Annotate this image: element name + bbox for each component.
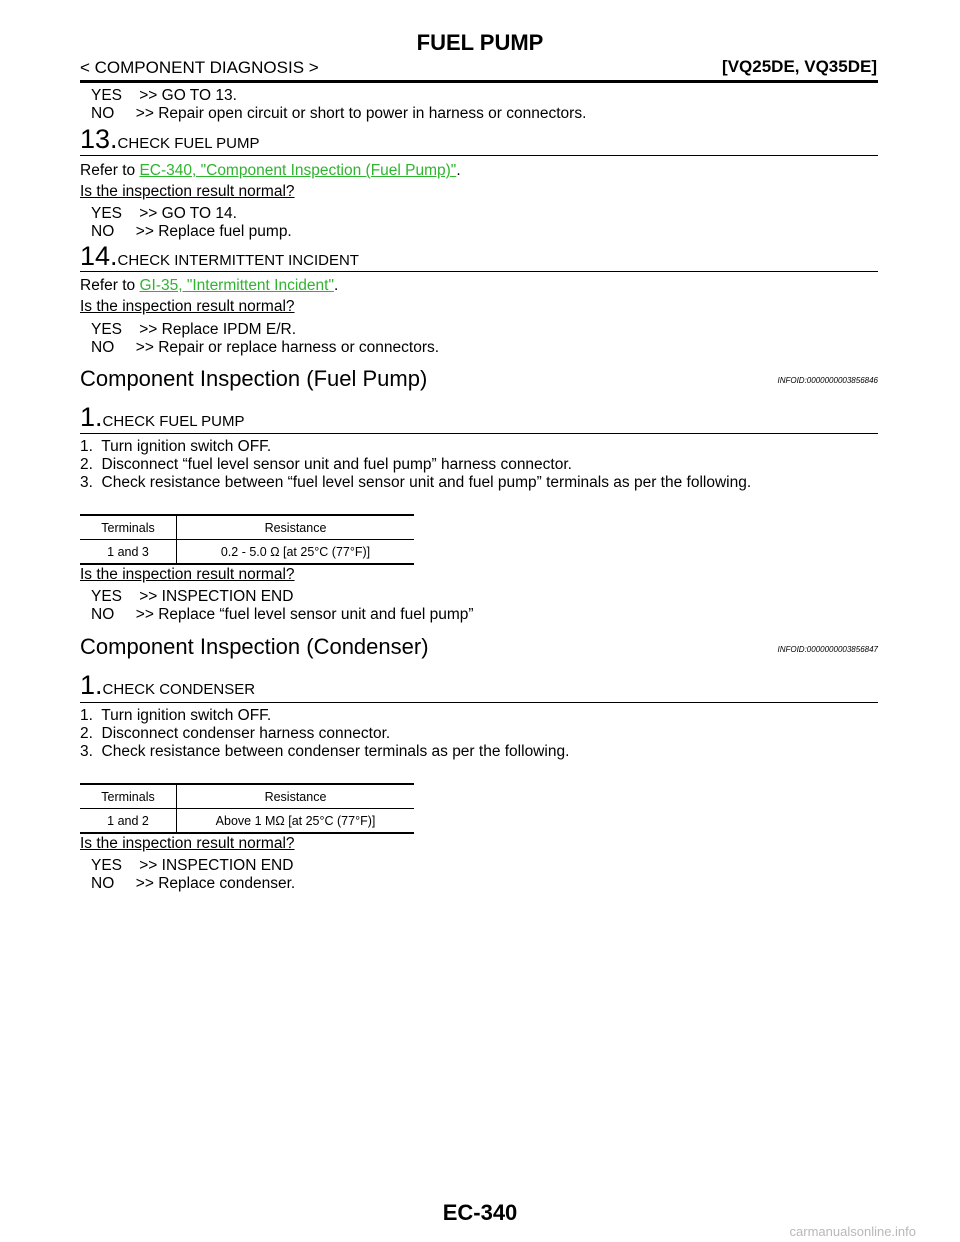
- fuel-pump-step-heading: [80, 402, 245, 433]
- table-header-terminals: Terminals: [80, 515, 177, 540]
- table-cell-resistance: 0.2 - 5.0 Ω [at 25°C (77°F)]: [177, 540, 415, 565]
- condenser-yes: YES >> INSPECTION END: [91, 857, 294, 874]
- table-header-resistance: Resistance: [177, 515, 415, 540]
- step13-no: NO >> Replace fuel pump.: [91, 223, 292, 240]
- condenser-question: Is the inspection result normal?: [80, 835, 295, 852]
- table-header-terminals: Terminals: [80, 784, 177, 809]
- step14-divider: [80, 271, 878, 272]
- link-intermittent-incident[interactable]: GI-35, "Intermittent Incident": [139, 277, 334, 294]
- step13-refer: [80, 162, 461, 180]
- fuel-pump-step-number: 1.: [80, 402, 103, 432]
- step13-question: Is the inspection result normal?: [80, 183, 295, 200]
- condenser-instruction-1: 1. Turn ignition switch OFF.: [80, 707, 272, 724]
- page-title: FUEL PUMP: [416, 30, 544, 55]
- fuel-pump-instruction-1: 1. Turn ignition switch OFF.: [80, 438, 272, 455]
- fuel-pump-divider: [80, 433, 878, 434]
- condenser-resistance-table: [80, 783, 414, 834]
- fuel-pump-question: Is the inspection result normal?: [80, 566, 295, 583]
- table-cell-resistance: Above 1 MΩ [at 25°C (77°F)]: [177, 809, 415, 834]
- engine-model-label: [VQ25DE, VQ35DE]: [722, 57, 877, 76]
- condenser-step-title: CHECK CONDENSER: [102, 681, 256, 698]
- condenser-step-number: 1.: [80, 670, 103, 700]
- step14-refer: [80, 277, 338, 295]
- step13-heading: [80, 124, 260, 155]
- refer-prefix: Refer to: [80, 162, 140, 179]
- fuel-pump-step-title: CHECK FUEL PUMP: [102, 413, 245, 430]
- link-component-inspection-fuel-pump[interactable]: EC-340, "Component Inspection (Fuel Pump)": [139, 162, 457, 179]
- step14-question: Is the inspection result normal?: [80, 298, 295, 315]
- step14-title: CHECK INTERMITTENT INCIDENT: [117, 252, 359, 269]
- section-label: < COMPONENT DIAGNOSIS >: [80, 58, 319, 77]
- condenser-step-heading: [80, 670, 255, 701]
- refer-prefix: Refer to: [80, 277, 140, 294]
- condenser-divider: [80, 702, 878, 703]
- fuel-pump-no: NO >> Replace “fuel level sensor unit and fuel pump”: [91, 606, 474, 623]
- step13-divider: [80, 155, 878, 156]
- step12-yes: YES >> GO TO 13.: [91, 87, 237, 104]
- table-row: [80, 540, 414, 565]
- fuel-pump-instruction-3: 3. Check resistance between “fuel level sensor unit and fuel pump” terminals as per the following.: [80, 474, 752, 491]
- fuel-pump-resistance-table: [80, 514, 414, 565]
- fuel-pump-instruction-2: 2. Disconnect “fuel level sensor unit and fuel pump” harness connector.: [80, 456, 572, 473]
- table-header-row: [80, 515, 414, 540]
- refer-suffix: .: [456, 162, 461, 179]
- infoid-fuel-pump: INFOID:0000000003856846: [777, 376, 878, 385]
- step13-yes: YES >> GO TO 14.: [91, 205, 237, 222]
- step14-yes: YES >> Replace IPDM E/R.: [91, 321, 297, 338]
- header-divider: [80, 80, 878, 83]
- page-number: EC-340: [442, 1200, 518, 1225]
- step14-no: NO >> Repair or replace harness or connectors.: [91, 339, 440, 356]
- infoid-condenser: INFOID:0000000003856847: [777, 645, 878, 654]
- step14-number: 14.: [80, 241, 118, 271]
- table-cell-terminals: 1 and 3: [80, 540, 177, 565]
- section-title-condenser: Component Inspection (Condenser): [80, 634, 429, 659]
- step14-heading: [80, 241, 359, 272]
- condenser-instruction-2: 2. Disconnect condenser harness connector.: [80, 725, 391, 742]
- step13-number: 13.: [80, 124, 118, 154]
- refer-suffix: .: [333, 277, 339, 294]
- condenser-no: NO >> Replace condenser.: [91, 875, 296, 892]
- step13-title: CHECK FUEL PUMP: [117, 135, 260, 152]
- table-cell-terminals: 1 and 2: [80, 809, 177, 834]
- condenser-instruction-3: 3. Check resistance between condenser terminals as per the following.: [80, 743, 570, 760]
- table-header-resistance: Resistance: [177, 784, 415, 809]
- watermark: carmanualsonline.info: [789, 1224, 916, 1239]
- section-title-fuel-pump: Component Inspection (Fuel Pump): [80, 366, 428, 391]
- fuel-pump-yes: YES >> INSPECTION END: [91, 588, 294, 605]
- table-header-row: [80, 784, 414, 809]
- step12-no: NO >> Repair open circuit or short to power in harness or connectors.: [91, 105, 587, 122]
- table-row: [80, 809, 414, 834]
